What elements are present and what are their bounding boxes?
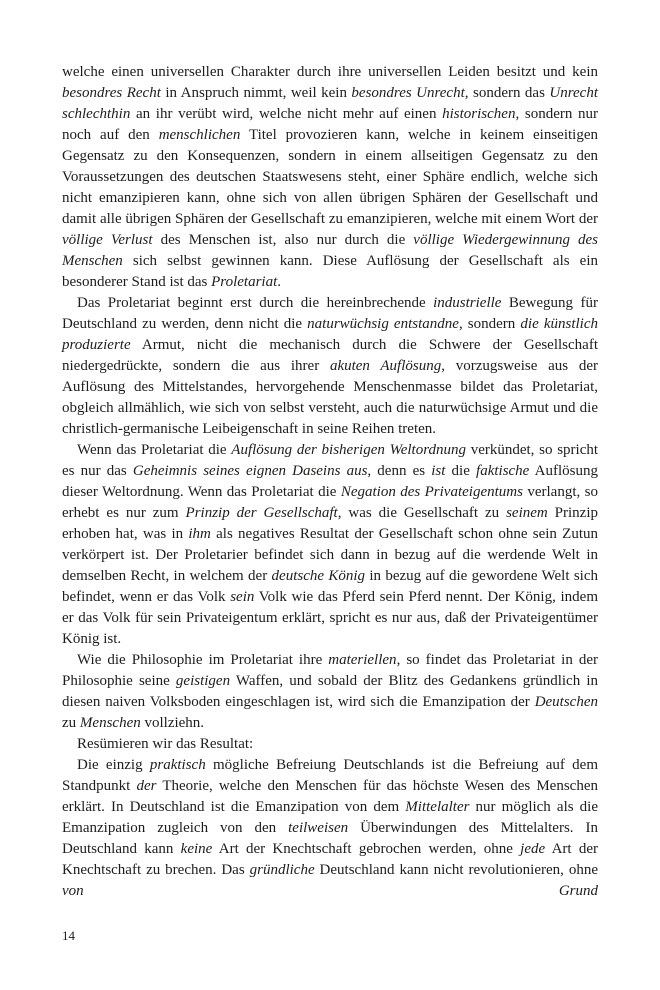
page-number: 14	[62, 928, 75, 943]
text-run: , sondern	[458, 316, 521, 332]
paragraph	[62, 62, 598, 293]
emphasized-text: deutsche König	[271, 568, 366, 584]
text-run: , so findet das Proletariat in der Philosophie seine	[62, 652, 598, 689]
emphasized-text: historischen	[442, 106, 516, 122]
emphasized-text: Prinzip der Gesellschaft	[185, 505, 338, 521]
text-run: Die einzig	[77, 757, 150, 773]
text-run: Resümieren wir das Resultat:	[77, 736, 254, 752]
text-run: zu	[62, 715, 80, 731]
paragraph	[62, 755, 598, 902]
emphasized-text: Auflösung der bisherigen Weltordnung	[231, 442, 466, 458]
text-run: , vorzugsweise aus der Auflösung des Mittelstandes, hervorgehende Menschenmasse bildet das Proletariat, obgleich allmählich, wie sich von selbst versteht, auch die naturwüchsige Armut und die christlich-germanische Leibeigenschaft in seine Reihen treten.	[62, 358, 599, 437]
emphasized-text: Mittelalter	[405, 799, 470, 815]
text-run: Prinzip erhoben hat, was in	[62, 505, 598, 542]
text-run: sich selbst gewinnen kann. Diese Auflösung der Gesellschaft als ein besonderer Stand ist das	[62, 253, 598, 290]
emphasized-text: besondres Unrecht	[351, 85, 465, 101]
text-run: vollziehn.	[140, 715, 205, 731]
emphasized-text: besondres Recht	[62, 85, 161, 101]
emphasized-text: gründliche	[249, 862, 315, 878]
emphasized-text: praktisch	[149, 757, 206, 773]
emphasized-text: teilweisen	[288, 820, 349, 836]
page-body	[62, 62, 598, 902]
text-run: .	[277, 274, 281, 290]
text-run: in bezug auf die gewordene Welt sich befindet, wenn er das Volk	[62, 568, 598, 605]
emphasized-text: der	[136, 778, 157, 794]
text-run: Titel provozieren kann, welche in keinem einseitigen Gegensatz zu den Konsequenzen, sondern in einem allseitigen Gegensatz zu den Voraussetzungen des deutschen Staatswesens steht, einer Sphäre endlich, welche sich nicht emanzipieren kann, ohne sich von allen übrigen Sphären der Gesellschaft und damit alle übrigen Sphären der Gesellschaft zu emanzipieren, welche mit einem Wort der	[62, 127, 598, 227]
emphasized-text: Negation des Privateigentums	[340, 484, 523, 500]
text-run: in Anspruch nimmt, weil kein	[160, 85, 352, 101]
text-run: , sondern nur noch auf den	[62, 106, 598, 143]
paragraph	[62, 734, 598, 755]
text-run: an ihr verübt wird, welche nicht mehr auf einen	[130, 106, 443, 122]
text-run: als negatives Resultat der Gesellschaft schon ohne sein Zutun verkörpert ist. Der Proletarier befindet sich dann in bezug auf die werdende Welt in demselben Recht, in welchem der	[62, 526, 598, 584]
emphasized-text: jede	[520, 841, 546, 857]
emphasized-text: materiellen	[328, 652, 397, 668]
emphasized-text: menschlichen	[158, 127, 241, 143]
emphasized-text: faktische	[476, 463, 530, 479]
text-run: Überwindungen des Mittelalters. In Deutschland kann	[62, 820, 598, 857]
emphasized-text: Proletariat	[211, 274, 278, 290]
emphasized-text: Menschen	[79, 715, 141, 731]
text-run: Bewegung für Deutschland zu werden, denn nicht die	[62, 295, 598, 332]
text-run: nur möglich als die Emanzipation zugleich von den	[62, 799, 598, 836]
emphasized-text: völlige Verlust	[62, 232, 153, 248]
text-run: Waffen, und sobald der Blitz des Gedankens gründlich in diesen naiven Volksboden eingeschlagen ist, wird sich die Emanzipation der	[62, 673, 598, 710]
text-run: des Menschen ist, also nur durch die	[152, 232, 414, 248]
text-run: Das Proletariat beginnt erst durch die hereinbrechende	[77, 295, 434, 311]
text-run: verlangt, so erhebt es nur zum	[62, 484, 598, 521]
emphasized-text: die künstlich produzierte	[62, 316, 598, 353]
text-run: Deutschland kann nicht revolutionieren, ohne	[314, 862, 598, 878]
emphasized-text: ihm	[188, 526, 211, 542]
text-run: Auflösung dieser Weltordnung. Wenn das Proletariat die	[62, 463, 599, 500]
text-run: Theorie, welche den Menschen für das höchste Wesen des Menschen erklärt. In Deutschland ist die Emanzipation von dem	[62, 778, 598, 815]
text-run: Volk wie das Pferd sein Pferd nennt. Der König, indem er das Volk für sein Privateigentum erklärt, spricht es nur aus, daß der Privateigentümer König ist.	[62, 589, 598, 647]
paragraph	[62, 650, 598, 734]
emphasized-text: Geheimnis seines eignen Daseins aus	[132, 463, 368, 479]
emphasized-text: naturwüchsig entstandne	[307, 316, 459, 332]
text-run: , sondern das	[464, 85, 550, 101]
emphasized-text: akuten Auflösung	[329, 358, 442, 374]
text-run: mögliche Befreiung Deutschlands ist die Befreiung auf dem Standpunkt	[62, 757, 598, 794]
text-run: welche einen universellen Charakter durch ihre universellen Leiden besitzt und kein	[62, 64, 598, 80]
emphasized-text: geistigen	[175, 673, 231, 689]
paragraph	[62, 293, 598, 440]
text-run: die	[445, 463, 477, 479]
text-run: , was die Gesellschaft zu	[337, 505, 507, 521]
text-run: verkündet, so spricht es nur das	[62, 442, 599, 479]
emphasized-text: seinem	[506, 505, 548, 521]
text-run: Art der Knechtschaft gebrochen werden, ohne	[212, 841, 521, 857]
emphasized-text: sein	[230, 589, 255, 605]
paragraph	[62, 440, 598, 650]
text-run: Art der Knechtschaft zu brechen. Das	[62, 841, 598, 878]
emphasized-text: industrielle	[433, 295, 502, 311]
emphasized-text: völlige Wiedergewinnung des Menschen	[62, 232, 599, 269]
emphasized-text: Unrecht schlechthin	[62, 85, 599, 122]
emphasized-text: Deutschen	[534, 694, 598, 710]
emphasized-text: keine	[180, 841, 213, 857]
text-run: Armut, nicht die mechanisch durch die Schwere der Gesellschaft niedergedrückte, sondern die aus ihrer	[62, 337, 598, 374]
emphasized-text: von Grund	[62, 883, 598, 899]
text-run: , denn es	[367, 463, 432, 479]
emphasized-text: ist	[431, 463, 446, 479]
text-run: Wie die Philosophie im Proletariat ihre	[77, 652, 329, 668]
text-run: Wenn das Proletariat die	[77, 442, 232, 458]
